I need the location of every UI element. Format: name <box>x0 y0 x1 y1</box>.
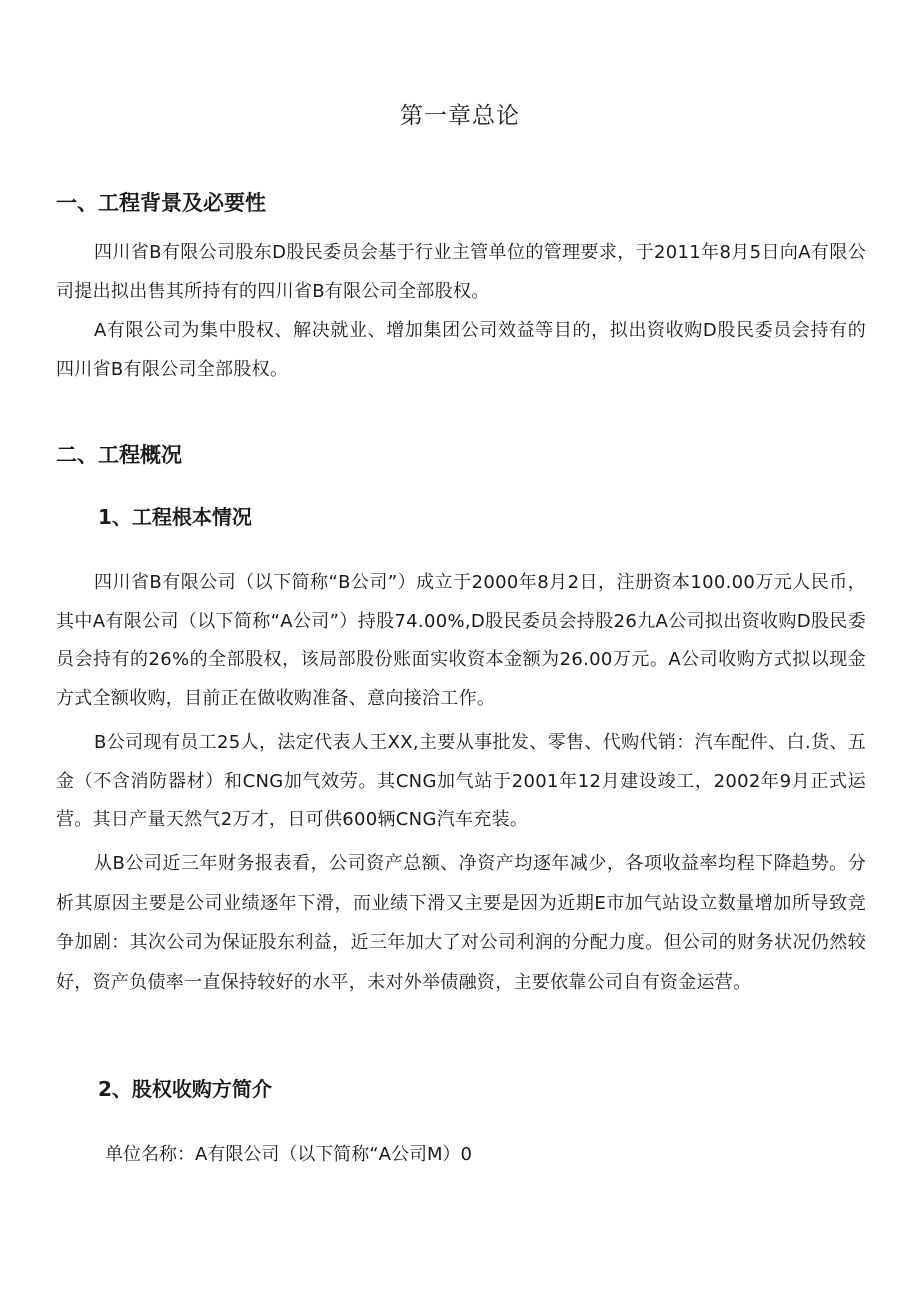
subsection-heading-acquirer: 2、股权收购方简介 <box>98 1077 272 1101</box>
paragraph-company-registration: 四川省B有限公司（以下简称“B公司”）成立于2000年8月2日，注册资本100.00万元人民币，其中A有限公司（以下简称“A公司”）持股74.00%,D股民委员会持股26九A公司拟出资收购D股民委员会持有的26%的全部股权，该局部股份账面实收资本金额为26.00万元。A公司收购方式拟以现金方式全额收购，目前正在做收购准备、意向接洽工作。 <box>56 572 866 709</box>
paragraph-business-scope: B公司现有员工25人，法定代表人王XX,主要从事批发、零售、代购代销：汽车配件、白.货、五金（不含消防器材）和CNG加气效劳。其CNG加气站于2001年12月建设竣工，2002年9月正式运营。其日产量天然气2万才，日可供600辆CNG汽车充装。 <box>56 732 866 830</box>
paragraph-share-sale-request: 四川省B有限公司股东D股民委员会基于行业主管单位的管理要求，于2011年8月5日向A有限公司提出拟出售其所持有的四川省B有限公司全部股权。 <box>56 242 866 302</box>
subsection-heading-basic-info: 1、工程根本情况 <box>98 505 252 529</box>
section-heading-overview: 二、工程概况 <box>56 443 182 467</box>
chapter-title: 第一章总论 <box>400 103 520 129</box>
paragraph-financial-analysis: 从B公司近三年财务报表看，公司资产总额、净资产均逐年减少，各项收益率均程下降趋势。分析其原因主要是公司业绩逐年下滑，而业绩下滑又主要是因为近期E市加气站设立数量增加所导致竞争加剧：其次公司为保证股东利益，近三年加大了对公司利润的分配力度。但公司的财务状况仍然较好，资产负债率一直保持较好的水平，未对外举债融资，主要依靠公司自有资金运营。 <box>56 853 866 993</box>
section-heading-background: 一、工程背景及必要性 <box>56 191 266 215</box>
unit-name-line: 单位名称：A有限公司（以下简称“A公司M）0 <box>105 1144 472 1165</box>
paragraph-acquisition-purpose: A有限公司为集中股权、解决就业、增加集团公司效益等目的，拟出资收购D股民委员会持有的四川省B有限公司全部股权。 <box>56 320 866 380</box>
